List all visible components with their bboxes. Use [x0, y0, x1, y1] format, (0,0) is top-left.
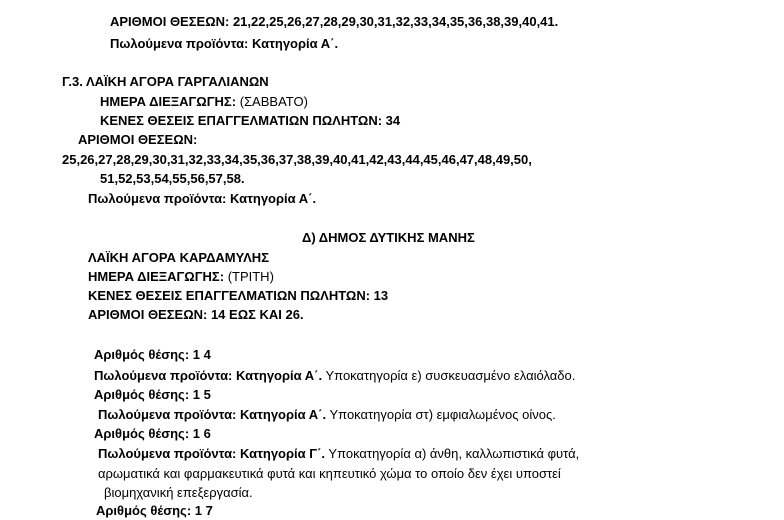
products-continuation: αρωματικά και φαρμακευτικά φυτά και κηπευτικό χώμα το οποίο δεν έχει υποστεί — [98, 466, 561, 481]
position-products — [98, 407, 556, 423]
position-number: Αριθμός θέσης: 1 6 — [94, 426, 211, 441]
vacancies-line: ΚΕΝΕΣ ΘΕΣΕΙΣ ΕΠΑΓΓΕΛΜΑΤΙΩΝ ΠΩΛΗΤΩΝ: 34 — [100, 113, 401, 128]
products-category: Πωλούμενα προϊόντα: Κατηγορία Α΄. — [98, 407, 327, 422]
market-title-gargalianoi: Γ.3. ΛΑΪΚΗ ΑΓΟΡΑ ΓΑΡΓΑΛΙΑΝΩΝ — [62, 74, 269, 89]
position-products — [98, 446, 579, 462]
seat-numbers-line-1: 25,26,27,28,29,30,31,32,33,34,35,36,37,38,39,40,41,42,43,44,45,46,47,48,49,50, — [62, 152, 532, 167]
products-subcategory: Υποκατηγορία α) άνθη, καλλωπιστικά φυτά, — [325, 446, 580, 461]
position-number: Αριθμός θέσης: 1 5 — [94, 387, 211, 402]
day-value: (ΤΡΙΤΗ) — [227, 269, 274, 284]
market-title-kardamyli: ΛΑΪΚΗ ΑΓΟΡΑ ΚΑΡΔΑΜΥΛΗΣ — [88, 250, 269, 265]
section-heading: Δ) ΔΗΜΟΣ ΔΥΤΙΚΗΣ ΜΑΝΗΣ — [302, 230, 475, 245]
products-subcategory: Υποκατηγορία στ) εμφιαλωμένος οίνος. — [326, 407, 556, 422]
market-day-line — [88, 269, 274, 285]
position-number: Αριθμός θέσης: 1 4 — [94, 347, 211, 362]
seat-numbers-line: ΑΡΙΘΜΟΙ ΘΕΣΕΩΝ: 14 ΕΩΣ ΚΑΙ 26. — [88, 307, 304, 322]
products-line: Πωλούμενα προϊόντα: Κατηγορία Α΄. — [88, 191, 317, 206]
seat-numbers-line-2: 51,52,53,54,55,56,57,58. — [100, 171, 245, 186]
market-day-line — [100, 94, 308, 110]
position-number: Αριθμός θέσης: 1 7 — [96, 503, 213, 518]
seat-numbers-label: ΑΡΙΘΜΟΙ ΘΕΣΕΩΝ: — [78, 132, 198, 147]
seat-numbers-line: ΑΡΙΘΜΟΙ ΘΕΣΕΩΝ: 21,22,25,26,27,28,29,30,31,32,33,34,35,36,38,39,40,41. — [110, 14, 559, 29]
day-value: (ΣΑΒΒΑΤΟ) — [239, 94, 308, 109]
vacancies-line: ΚΕΝΕΣ ΘΕΣΕΙΣ ΕΠΑΓΓΕΛΜΑΤΙΩΝ ΠΩΛΗΤΩΝ: 13 — [88, 288, 389, 303]
day-label: ΗΜΕΡΑ ΔΙΕΞΑΓΩΓΗΣ: — [88, 269, 225, 284]
position-products — [94, 368, 575, 384]
products-line: Πωλούμενα προϊόντα: Κατηγορία Α΄. — [110, 36, 339, 51]
day-label: ΗΜΕΡΑ ΔΙΕΞΑΓΩΓΗΣ: — [100, 94, 237, 109]
products-continuation: βιομηχανική επεξεργασία. — [104, 485, 253, 500]
products-subcategory: Υποκατηγορία ε) συσκευασμένο ελαιόλαδο. — [322, 368, 576, 383]
products-category: Πωλούμενα προϊόντα: Κατηγορία Γ΄. — [98, 446, 326, 461]
products-category: Πωλούμενα προϊόντα: Κατηγορία Α΄. — [94, 368, 323, 383]
